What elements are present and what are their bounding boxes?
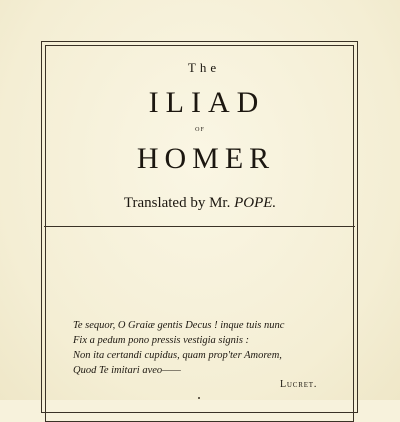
title-iliad: ILIAD <box>148 86 266 119</box>
epigraph-line: Quod Te imitari aveo—— <box>73 365 181 376</box>
translator-name: POPE. <box>234 195 277 211</box>
title-homer: HOMER <box>136 142 276 175</box>
epigraph-line: Non ita certandi cupidus, quam prop'ter Amorem, <box>73 350 282 361</box>
translator-prefix: Translated by Mr. <box>123 195 235 211</box>
epigraph-line: Fix a pedum pono pressis vestigia signis : <box>73 335 250 346</box>
title-of: OF <box>195 127 205 133</box>
epigraph-line: Te sequor, O Graiæ gentis Decus ! inque tuis nunc <box>73 320 285 331</box>
translator-line <box>0 195 400 212</box>
epigraph-source: Lucret. <box>280 379 318 390</box>
title-the: The <box>187 60 221 75</box>
ornament-dot <box>198 397 200 399</box>
title-divider-rule <box>44 226 355 227</box>
epigraph-verse <box>73 318 363 378</box>
